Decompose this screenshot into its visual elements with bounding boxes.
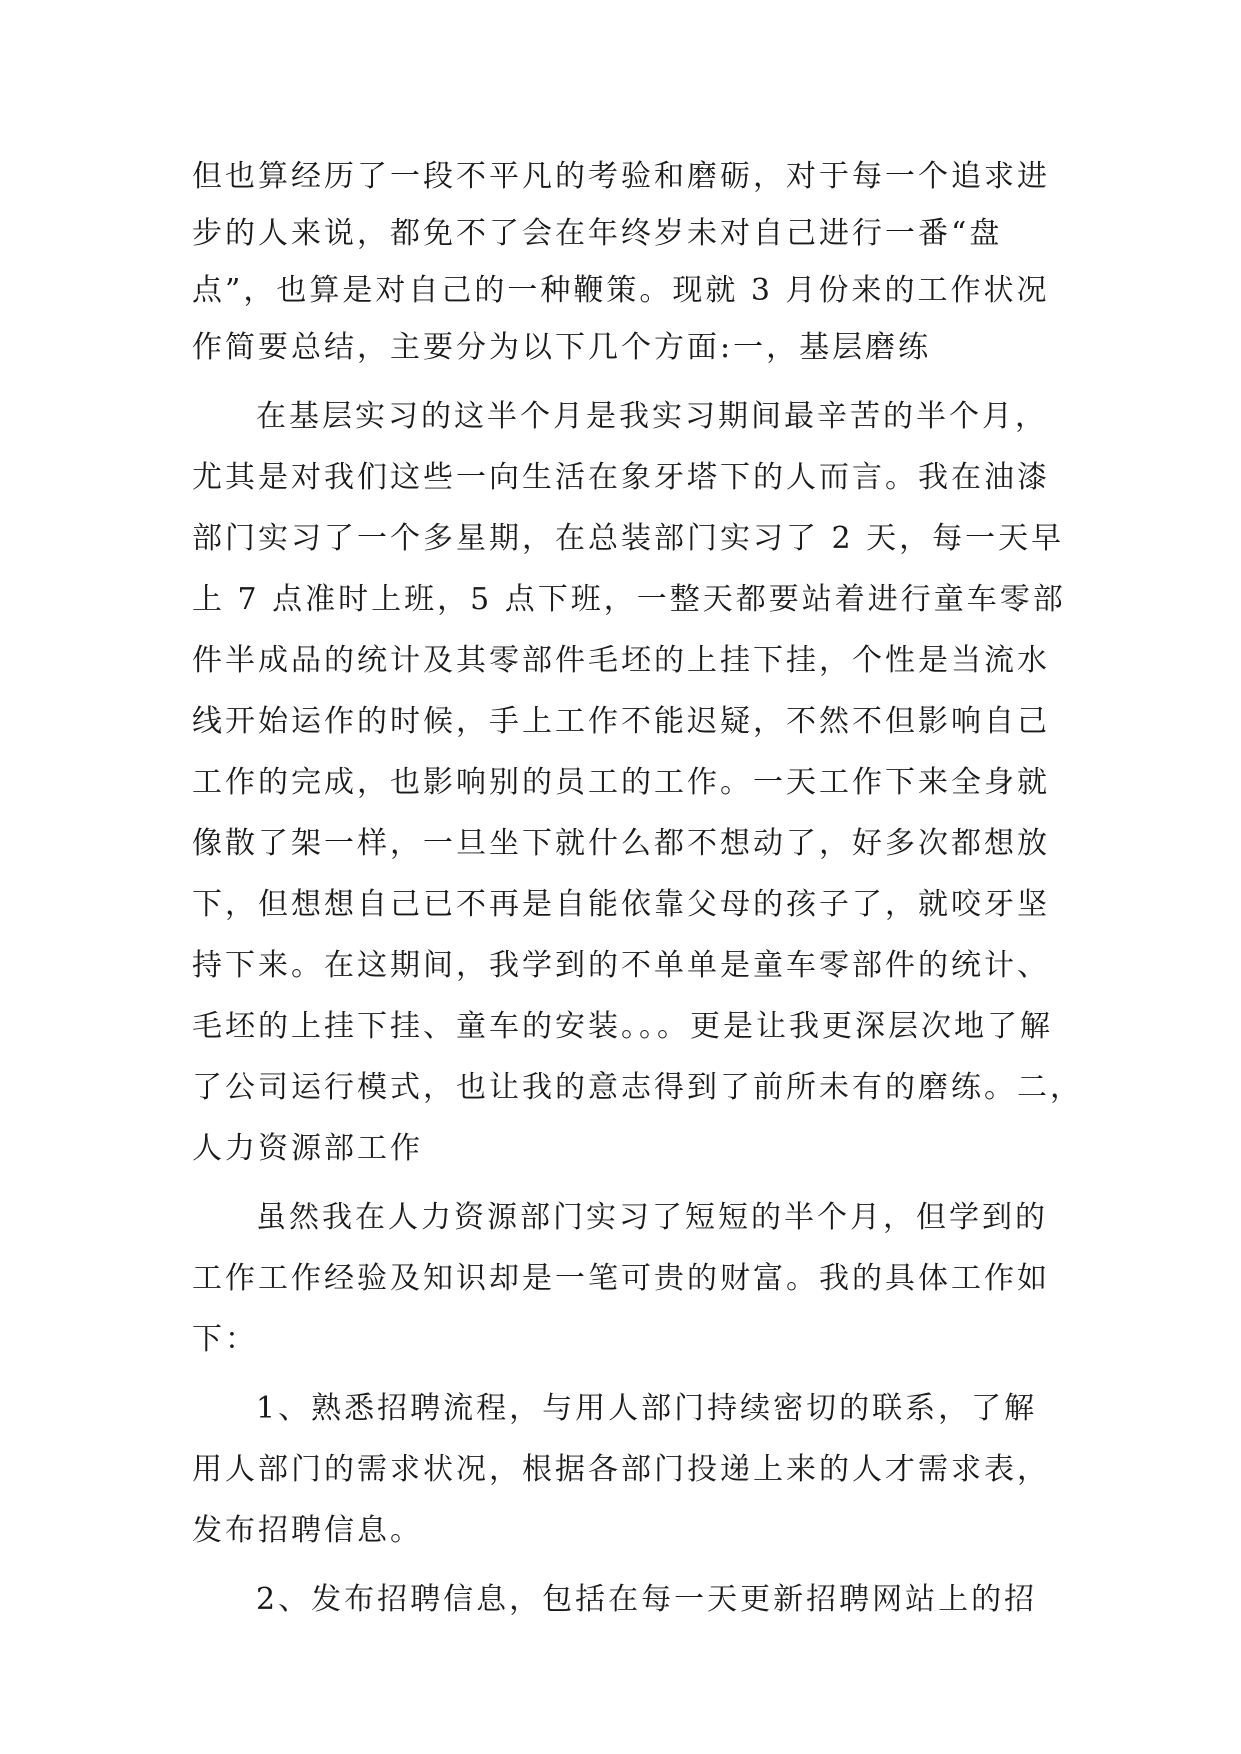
text-line: 步的人来说，都免不了会在年终岁未对自己进行一番“盘 (192, 216, 1003, 251)
text-line: 下： (192, 1322, 258, 1357)
text-line: 像散了架一样，一旦坐下就什么都不想动了，好多次都想放 (192, 826, 1050, 861)
text-line: 了公司运行模式，也让我的意志得到了前所未有的磨练。二， (192, 1070, 1083, 1105)
text-line: 持下来。在这期间，我学到的不单单是童车零部件的统计、 (192, 948, 1050, 983)
text-line: 线开始运作的时候，手上工作不能迟疑，不然不但影响自己 (192, 704, 1050, 739)
text-line: 人力资源部工作 (192, 1131, 423, 1166)
text-line: 点”，也算是对自己的一种鞭策。现就 3 月份来的工作状况 (192, 273, 1050, 308)
paragraph-first-line: 2、发布招聘信息，包括在每一天更新招聘网站上的招 (256, 1582, 1038, 1617)
paragraph-first-line: 1、熟悉招聘流程，与用人部门持续密切的联系，了解 (256, 1391, 1038, 1426)
text-line: 尤其是对我们这些一向生活在象牙塔下的人而言。我在油漆 (192, 460, 1050, 495)
text-line: 作简要总结，主要分为以下几个方面:一，基层磨练 (192, 330, 932, 365)
text-line: 工作工作经验及知识却是一笔可贵的财富。我的具体工作如 (192, 1261, 1050, 1296)
text-line: 部门实习了一个多星期，在总装部门实习了 2 天，每一天早 (192, 521, 1065, 556)
text-line: 毛坯的上挂下挂、童车的安装。。。更是让我更深层次地了解 (192, 1009, 1053, 1044)
paragraph-first-line: 虽然我在人力资源部门实习了短短的半个月，但学到的 (256, 1200, 1048, 1235)
text-line: 上 7 点准时上班，5 点下班，一整天都要站着进行童车零部 (192, 582, 1066, 617)
text-line: 件半成品的统计及其零部件毛坯的上挂下挂，个性是当流水 (192, 643, 1050, 678)
text-line: 但也算经历了一段不平凡的考验和磨砺，对于每一个追求进 (192, 159, 1050, 194)
text-line: 下，但想想自己已不再是自能依靠父母的孩子了，就咬牙坚 (192, 887, 1050, 922)
text-line: 用人部门的需求状况，根据各部门投递上来的人才需求表， (192, 1452, 1050, 1487)
text-line: 发布招聘信息。 (192, 1513, 423, 1548)
text-line: 工作的完成，也影响别的员工的工作。一天工作下来全身就 (192, 765, 1050, 800)
paragraph-first-line: 在基层实习的这半个月是我实习期间最辛苦的半个月， (256, 399, 1048, 434)
